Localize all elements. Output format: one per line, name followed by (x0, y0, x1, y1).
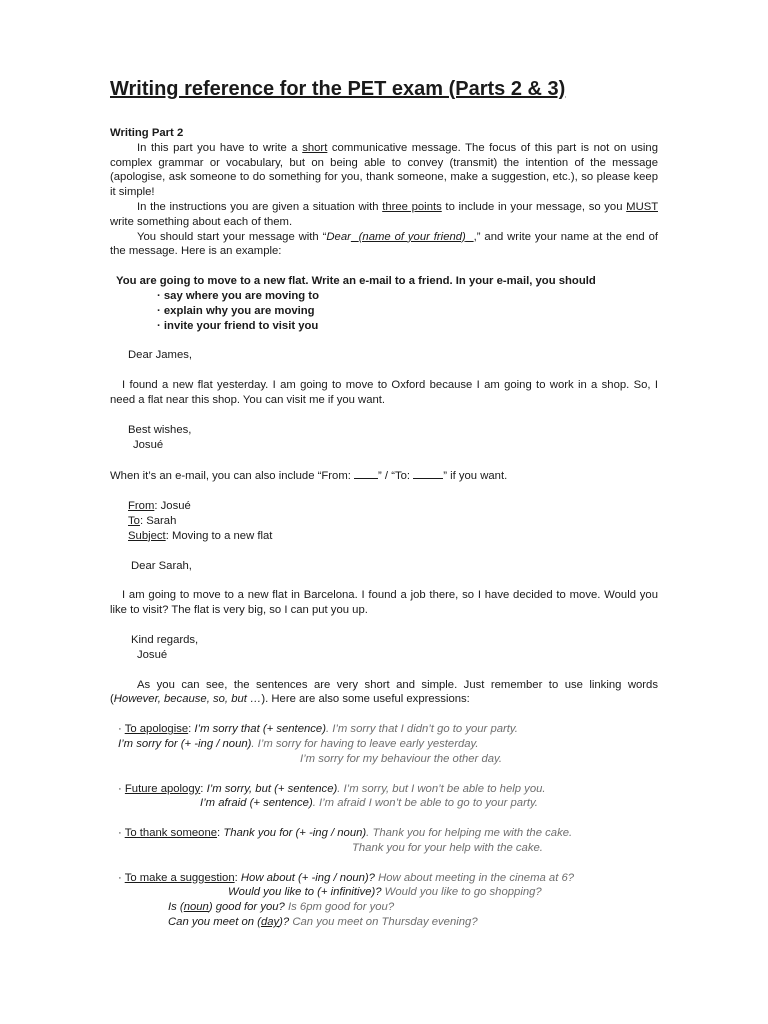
text-run: communicative message. The focus of this part is not on using complex grammar or vocabulary, but on being able to convey (transmit) the intention of the message (apologise, ask someone to do something for you, thank someone, make a suggestion, etc.), so please keep it simple! (110, 141, 658, 199)
expression-suggestion-3 (110, 900, 658, 915)
example-text: Thank you for your help with the cake. (352, 841, 543, 854)
example-text: . Thank you for helping me with the cake. (366, 827, 573, 840)
example1-greeting: Dear James, (128, 349, 193, 362)
formula: I’m sorry that (+ sentence) (194, 723, 326, 736)
email-header-to (110, 514, 658, 529)
to-blank (413, 467, 443, 479)
spacer (110, 259, 658, 274)
example2-closing: Kind regards, (131, 633, 199, 646)
day-placeholder: day (260, 916, 280, 929)
email-header-from (110, 499, 658, 514)
spacer (110, 452, 658, 467)
text-run: to include in your message, so you (441, 200, 627, 213)
example2-greeting: Dear Sarah, (131, 559, 192, 572)
expression-apologise-3 (110, 752, 658, 767)
colon: : (234, 871, 241, 884)
email-header-subject (110, 529, 658, 544)
task-bullet-1: · say where you are moving to (157, 289, 319, 302)
task-bullet-2: · explain why you are moving (157, 304, 315, 317)
spacer (110, 363, 658, 378)
text-run: When it’s an e-mail, you can also include “From: (110, 470, 355, 483)
underlined-must: MUST (626, 200, 658, 213)
example2-body: I am going to move to a new flat in Barcelona. I found a job there, so I have decided to move. Would you like to visit? The flat is very big, so I can put you up. (110, 589, 658, 617)
thank-label: To thank someone (124, 827, 218, 840)
expression-suggestion-4 (110, 915, 658, 930)
page-title: Writing reference for the PET exam (Parts 2 & 3) (110, 78, 566, 100)
text-run: write something about each of them. (110, 215, 293, 228)
underlined-word-short: short (302, 141, 328, 154)
spacer (110, 618, 658, 633)
apologise-label: To apologise (124, 723, 189, 736)
spacer (110, 544, 658, 559)
future-apology-label: Future apology (124, 782, 201, 795)
formula: )? (279, 916, 290, 929)
spacer (110, 573, 658, 588)
formula: I’m sorry, but (+ sentence) (206, 782, 338, 795)
expression-thank (110, 826, 658, 841)
noun-placeholder: noun (183, 901, 209, 914)
example-text: . I’m sorry, but I won’t be able to help you. (337, 782, 546, 795)
formula: Is ( (168, 901, 184, 914)
example1-signature: Josué (133, 438, 164, 451)
formula: Can you meet on ( (168, 916, 261, 929)
expression-future-apology (110, 782, 658, 797)
example-text: Is 6pm good for you? (284, 901, 395, 914)
text-run: ” if you want. (443, 470, 508, 483)
formula: Would you like to (+ infinitive)? (228, 886, 382, 899)
from-blank (354, 467, 378, 479)
text-run: ,” and write your name at the end of the message. Here is an example: (110, 230, 659, 258)
expression-suggestion (110, 871, 658, 886)
subject-value: : Moving to a new flat (165, 529, 273, 542)
colon: : (188, 723, 195, 736)
spacer (110, 707, 658, 722)
instructions-paragraph (110, 200, 658, 230)
start-message-paragraph (110, 230, 658, 260)
example-text: . I’m sorry for having to leave early yesterday. (251, 737, 479, 750)
example1-body: I found a new flat yesterday. I am going to move to Oxford because I am going to work in a shop. So, I need a flat near this shop. You can visit me if you want. (110, 379, 658, 406)
task-prompt: You are going to move to a new flat. Write an e-mail to a friend. In your e-mail, you should (116, 275, 596, 288)
example-text: I’m sorry for my behaviour the other day. (300, 752, 502, 765)
document-body (110, 126, 658, 930)
example-text: Can you meet on Thursday evening? (289, 916, 478, 929)
underlined-three-points: three points (382, 200, 442, 213)
expression-thank-2 (110, 841, 658, 856)
linking-words-paragraph (110, 678, 658, 708)
spacer (110, 811, 658, 826)
bullet: · (118, 827, 125, 840)
spacer (110, 484, 658, 499)
example-text: How about meeting in the cinema at 6? (374, 871, 575, 884)
formula: I’m afraid (+ sentence) (200, 797, 313, 810)
linking-words: However, because, so, but … (113, 693, 262, 706)
spacer (110, 767, 658, 782)
bullet: · (118, 782, 125, 795)
bullet: · (118, 723, 125, 736)
bullet: · (118, 871, 125, 884)
from-label: From (128, 500, 155, 513)
formula: Thank you for (+ -ing / noun) (223, 827, 367, 840)
colon: : (217, 827, 224, 840)
section-heading-writing-part-2: Writing Part 2 (110, 127, 184, 139)
email-note (110, 467, 658, 484)
suggestion-label: To make a suggestion (124, 871, 235, 884)
formula: ) good for you? (208, 901, 285, 914)
subject-label: Subject (128, 529, 166, 542)
expression-apologise (110, 722, 658, 737)
formula: I’m sorry for (+ -ing / noun) (118, 737, 252, 750)
example2-signature: Josué (137, 648, 168, 661)
placeholder-text: (name of your friend) (358, 230, 466, 243)
to-label: To (128, 514, 140, 527)
example-text: . I’m afraid I won’t be able to go to your party. (312, 797, 538, 810)
from-value: : Josué (154, 500, 191, 513)
text-run: ” / “To: (378, 470, 414, 483)
expression-future-apology-2 (110, 796, 658, 811)
text-run: ). Here are also some useful expressions: (261, 693, 470, 706)
formula: How about (+ -ing / noun)? (240, 871, 375, 884)
spacer (110, 856, 658, 871)
spacer (110, 408, 658, 423)
colon: : (200, 782, 207, 795)
text-run: In the instructions you are given a situation with (137, 200, 383, 213)
text-run: You should start your message with “ (137, 230, 327, 243)
to-value: : Sarah (139, 514, 177, 527)
spacer (110, 663, 658, 678)
text-run: In this part you have to write a (137, 141, 303, 154)
dear-word: Dear (326, 230, 351, 243)
example1-closing: Best wishes, (128, 423, 192, 436)
example-text: Would you like to go shopping? (381, 886, 542, 899)
spacer (110, 333, 658, 348)
intro-paragraph (110, 141, 658, 200)
friend-name-placeholder (351, 231, 474, 243)
expression-apologise-2 (110, 737, 658, 752)
expression-suggestion-2 (110, 885, 658, 900)
task-bullet-3: · invite your friend to visit you (157, 319, 319, 332)
text-run: As you can see, the sentences are very short and simple. Just remember to use linking words ( (110, 678, 658, 706)
example-text: . I’m sorry that I didn’t go to your party. (325, 723, 518, 736)
